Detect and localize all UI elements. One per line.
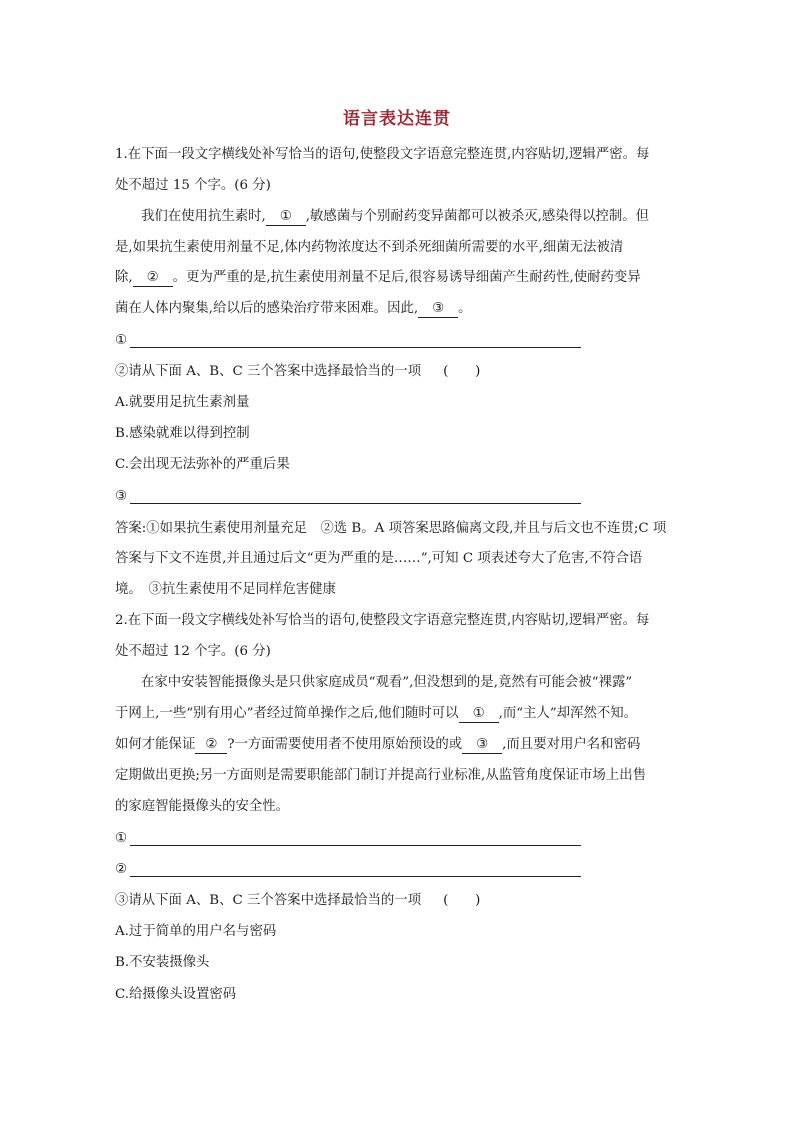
q2-passage-text: 如何才能保证	[115, 737, 196, 752]
q2-blank-3: ③	[462, 737, 502, 754]
q1-passage-text: 。更为严重的是,抗生素使用剂量不足后,很容易诱导细菌产生耐药性,使耐药变异	[172, 270, 641, 285]
q1-choose-text: ②请从下面 A、B、C 三个答案中选择最恰当的一项	[115, 364, 422, 379]
q2-option-b[interactable]: B.不安装摄像头	[115, 955, 210, 970]
q1-stem-line-1: 1.在下面一段文字横线处补写恰当的语句,使整段文字语意完整连贯,内容贴切,逻辑严密。每	[115, 147, 650, 162]
q1-answer-line-1[interactable]	[130, 347, 581, 348]
q1-passage-text: ,敏感菌与个别耐药变异菌都可以被杀灭,感染得以控制。但	[305, 209, 650, 224]
q2-blank-1: ①	[459, 706, 499, 723]
q1-solution-line-2: 答案与下文不连贯,并且通过后文“更为严重的是……”,可知 C 项表述夸大了危害,不符合语	[115, 551, 643, 566]
q1-passage-line-4	[115, 299, 683, 319]
q1-passage-text: 菌在人体内聚集,给以后的感染治疗带来困难。因此,	[115, 301, 419, 316]
q2-passage-text: ?一方面需要使用者不使用原始预设的或	[227, 737, 463, 752]
q2-answer-line-1[interactable]	[130, 845, 581, 846]
q1-option-a[interactable]: A.就要用足抗生素剂量	[115, 395, 250, 410]
q2-passage-text: ,而且要对用户名和密码	[502, 737, 641, 752]
q1-passage-line-1	[141, 207, 683, 227]
q2-choose-text: ③请从下面 A、B、C 三个答案中选择最恰当的一项	[115, 893, 422, 908]
q1-option-c[interactable]: C.会出现无法弥补的严重后果	[115, 457, 290, 472]
q2-passage-line-1: 在家中安装智能摄像头是只供家庭成员“观看”,但没想到的是,竟然有可能会被“裸露”	[141, 675, 633, 690]
q2-stem-line-1: 2.在下面一段文字横线处补写恰当的语句,使整段文字语意完整连贯,内容贴切,逻辑严密。每	[115, 613, 650, 628]
q1-solution-line-1: 答案:①如果抗生素使用剂量充足 ②选 B。A 项答案思路偏离文段,并且与后文也不连贯;C 项	[115, 521, 667, 536]
q2-passage-text: ,而“主人”却浑然不知。	[498, 706, 638, 721]
q1-passage-text: 我们在使用抗生素时,	[141, 209, 266, 224]
q2-passage-line-5: 的家庭智能摄像头的安全性。	[115, 799, 290, 814]
q1-blank-1: ①	[266, 209, 306, 226]
q2-passage-line-4: 定期做出更换;另一方面则是需要职能部门制订并提高行业标准,从监管角度保证市场上出售	[115, 768, 646, 783]
q2-blank-2: ②	[195, 737, 227, 754]
q1-stem-line-2: 处不超过 15 个字。(6 分)	[115, 178, 271, 193]
q2-option-a[interactable]: A.过于简单的用户名与密码	[115, 924, 277, 939]
q2-answer-mark-1: ①	[115, 831, 128, 846]
q2-option-c[interactable]: C.给摄像头设置密码	[115, 987, 237, 1002]
q2-choose-line	[115, 891, 683, 911]
q1-passage-line-2: 是,如果抗生素使用剂量不足,体内药物浓度达不到杀死细菌所需要的水平,细菌无法被清	[115, 240, 624, 255]
q2-answer-mark-2: ②	[115, 862, 128, 877]
q1-blank-2: ②	[133, 270, 173, 287]
q2-passage-line-2	[115, 704, 683, 724]
q2-passage-text: 于网上,一些“别有用心”者经过简单操作之后,他们随时可以	[115, 706, 459, 721]
q1-answer-mark-1: ①	[115, 333, 128, 348]
q1-option-b[interactable]: B.感染就难以得到控制	[115, 426, 250, 441]
q2-passage-line-3	[115, 735, 683, 755]
q2-stem-line-2: 处不超过 12 个字。(6 分)	[115, 644, 271, 659]
q1-passage-line-3	[115, 268, 683, 288]
q2-answer-line-2[interactable]	[130, 876, 581, 877]
q1-choose-line	[115, 362, 683, 382]
q1-passage-text: 除,	[115, 270, 133, 285]
q1-passage-text: 。	[458, 301, 472, 316]
q2-answer-paren[interactable]: ( )	[443, 893, 481, 908]
q1-answer-mark-3: ③	[115, 489, 128, 504]
q1-answer-paren[interactable]: ( )	[443, 364, 481, 379]
page-title: 语言表达连贯	[343, 109, 451, 129]
q1-solution-line-3: 境。 ③抗生素使用不足同样危害健康	[115, 582, 336, 597]
q1-answer-line-3[interactable]	[130, 503, 581, 504]
q1-blank-3: ③	[418, 301, 458, 318]
